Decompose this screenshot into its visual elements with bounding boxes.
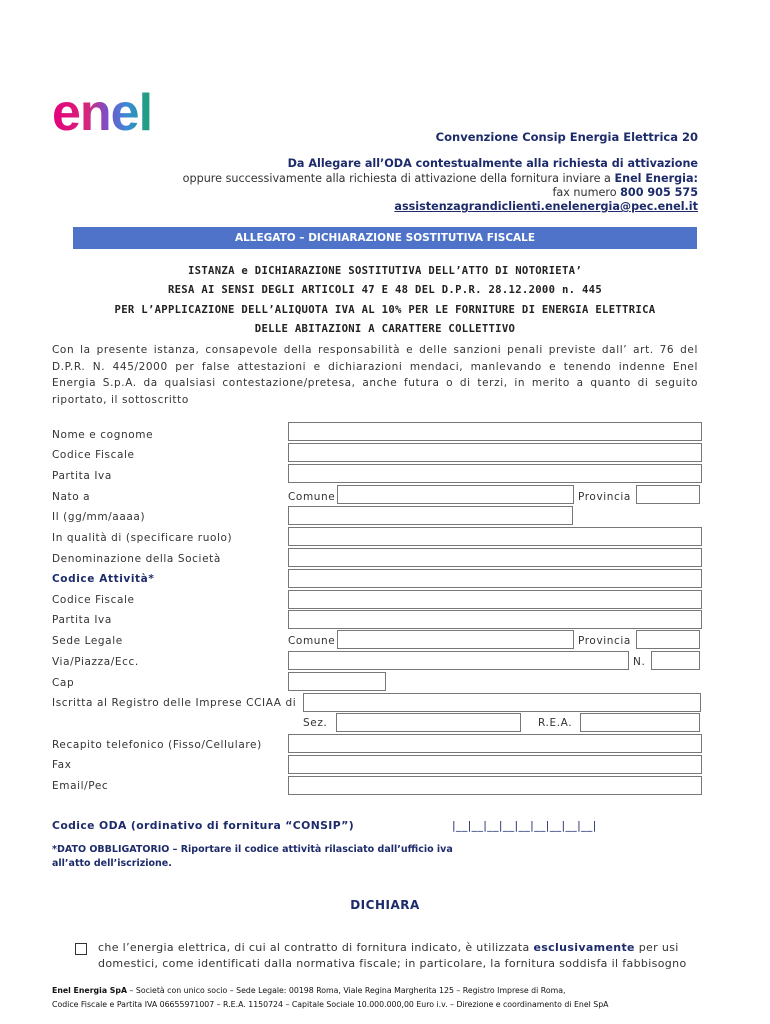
sezione-label: Sez. <box>303 717 328 729</box>
provincia-label: Provincia <box>578 491 631 503</box>
nome-field[interactable] <box>288 422 702 441</box>
obbligatorio-note: *DATO OBBLIGATORIO – Riportare il codice attività rilasciato dall’ufficio iva all’atto dell’iscrizione. <box>52 844 453 869</box>
partita-iva-field[interactable] <box>288 464 702 483</box>
allegare-line: Da Allegare all’ODA contestualmente alla richiesta di attivazione <box>287 157 698 170</box>
dichiara-heading: DICHIARA <box>350 898 420 912</box>
provincia-field[interactable] <box>636 485 700 504</box>
comune-label: Comune <box>288 491 336 503</box>
email-field[interactable] <box>288 776 702 795</box>
civico-label: N. <box>633 656 646 668</box>
qualita-field[interactable] <box>288 527 702 546</box>
data-nascita-label: Il (gg/mm/aaaa) <box>52 511 146 523</box>
partita-iva-societa-label: Partita Iva <box>52 614 112 626</box>
qualita-label: In qualità di (specificare ruolo) <box>52 532 233 544</box>
cciaa-label: Iscritta al Registro delle Imprese CCIAA di <box>52 697 297 709</box>
sede-provincia-field[interactable] <box>636 630 700 649</box>
checkbox-uso-domestico[interactable] <box>75 943 87 955</box>
civico-field[interactable] <box>651 651 700 670</box>
oppure-line: oppure successivamente alla richiesta di attivazione della fornitura inviare a Enel Energia: <box>182 172 698 185</box>
sezione-field[interactable] <box>336 713 521 732</box>
denominazione-field[interactable] <box>288 548 702 567</box>
nato-a-label: Nato a <box>52 491 91 503</box>
sede-comune-field[interactable] <box>337 630 574 649</box>
codice-oda-input[interactable]: |__|__|__|__|__|__|__|__|__| <box>452 819 597 832</box>
partita-iva-societa-field[interactable] <box>288 610 702 629</box>
recapito-field[interactable] <box>288 734 702 753</box>
doc-title-3: PER L’APPLICAZIONE DELL’ALIQUOTA IVA AL 10% PER LE FORNITURE DI ENERGIA ELETTRICA <box>114 304 656 316</box>
rea-field[interactable] <box>580 713 700 732</box>
fax-label: Fax <box>52 759 72 771</box>
codice-fiscale-field[interactable] <box>288 443 702 462</box>
rea-label: R.E.A. <box>538 717 573 729</box>
checkbox-uso-domestico-text: che l’energia elettrica, di cui al contratto di fornitura indicato, è utilizzata esclusivamente per usi domestici, come identificati dalla normativa fiscale; in particolare, la fornitura soddisfa il fabbisogno <box>98 941 687 970</box>
intro-paragraph: Con la presente istanza, consapevole della responsabilità e delle sanzioni penali previste dall’ art. 76 del D.P.R. N. 445/2000 per false attestazioni e dichiarazioni mendaci, manlevando e tenendo indenne Enel Energia S.p.A. da qualsiasi contestazione/pretesa, anche futura o di terzi, in merito a quanto di seguito riportato, il sottoscritto <box>52 344 698 406</box>
codice-fiscale-label: Codice Fiscale <box>52 449 135 461</box>
via-label: Via/Piazza/Ecc. <box>52 656 139 668</box>
recapito-label: Recapito telefonico (Fisso/Cellulare) <box>52 739 262 751</box>
svg-text:enel: enel <box>52 88 153 138</box>
sede-provincia-label: Provincia <box>578 635 631 647</box>
pec-email-link[interactable]: assistenzagrandiclienti.enelenergia@pec.enel.it <box>394 200 698 213</box>
fax-field[interactable] <box>288 755 702 774</box>
via-field[interactable] <box>288 651 629 670</box>
footer: Enel Energia SpA – Società con unico socio – Sede Legale: 00198 Roma, Viale Regina Margherita 125 – Registro Imprese di Roma, Codice Fiscale e Partita IVA 06655971007 – R.E.A. 1150724 – Capitale Sociale 10.000.000,00 Euro i.v. – Direzione e coordinamento di Enel SpA <box>52 986 609 1009</box>
cap-label: Cap <box>52 677 75 689</box>
cciaa-field[interactable] <box>303 693 701 712</box>
doc-title-4: DELLE ABITAZIONI A CARATTERE COLLETTIVO <box>254 323 516 335</box>
denominazione-label: Denominazione della Società <box>52 553 221 565</box>
fax-line: fax numero 800 905 575 <box>552 186 698 199</box>
convenzione-title: Convenzione Consip Energia Elettrica 20 <box>435 130 698 144</box>
sede-legale-label: Sede Legale <box>52 635 123 647</box>
codice-fiscale-societa-field[interactable] <box>288 590 702 609</box>
partita-iva-label: Partita Iva <box>52 470 112 482</box>
cap-field[interactable] <box>288 672 386 691</box>
codice-attivita-field[interactable] <box>288 569 702 588</box>
sede-comune-label: Comune <box>288 635 336 647</box>
allegato-banner: ALLEGATO – DICHIARAZIONE SOSTITUTIVA FISCALE <box>73 227 697 249</box>
nome-label: Nome e cognome <box>52 429 154 441</box>
codice-attivita-label: Codice Attività* <box>52 573 155 585</box>
data-nascita-field[interactable] <box>288 506 573 525</box>
doc-title-1: ISTANZA e DICHIARAZIONE SOSTITUTIVA DELL’ATTO DI NOTORIETA’ <box>188 265 582 277</box>
codice-fiscale-societa-label: Codice Fiscale <box>52 594 135 606</box>
enel-logo <box>52 88 202 138</box>
email-label: Email/Pec <box>52 780 109 792</box>
comune-field[interactable] <box>337 485 574 504</box>
codice-oda-label: Codice ODA (ordinativo di fornitura “CONSIP”) <box>52 819 355 832</box>
doc-title-2: RESA AI SENSI DEGLI ARTICOLI 47 E 48 DEL D.P.R. 28.12.2000 n. 445 <box>167 284 603 296</box>
